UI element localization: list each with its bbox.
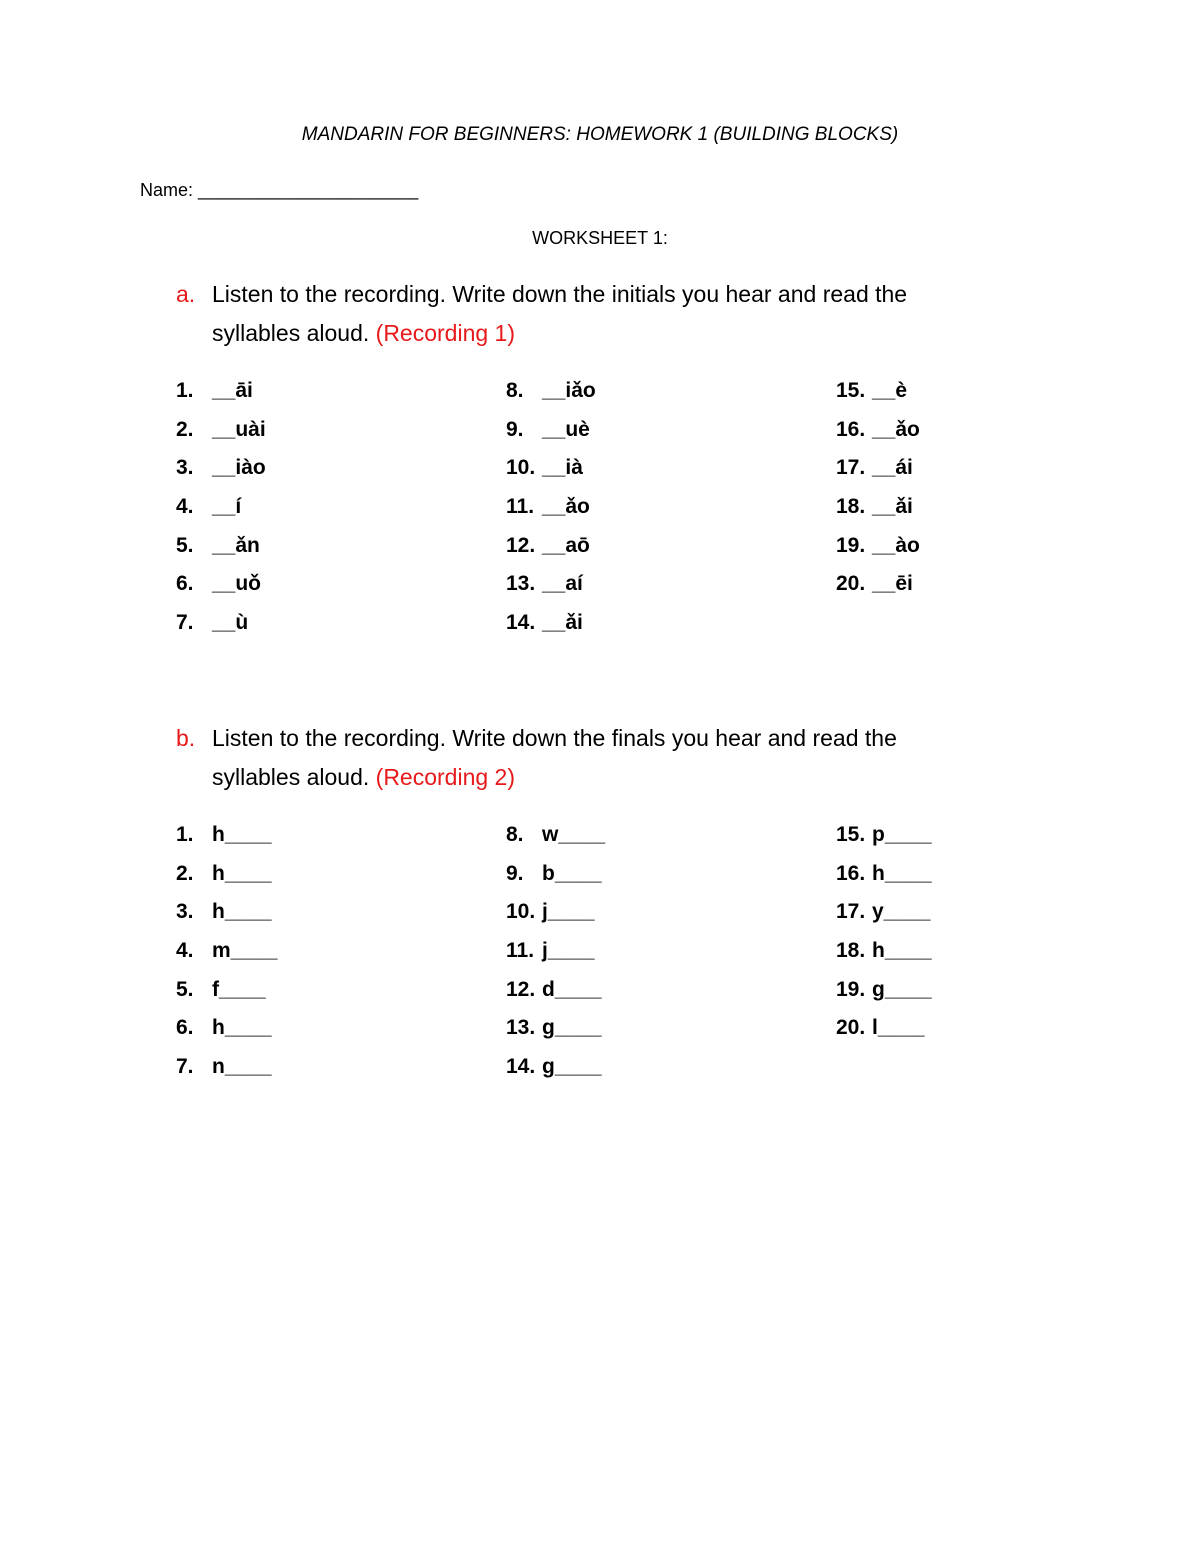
item-number: 2. <box>176 417 194 441</box>
item-blank: __iǎo <box>542 379 596 402</box>
item-number: 11. <box>506 939 535 963</box>
list-item <box>506 488 596 527</box>
item-blank: __uài <box>212 417 266 441</box>
list-item <box>176 604 266 643</box>
section-b-column-1 <box>176 816 277 1087</box>
item-number: 14. <box>506 1055 536 1079</box>
list-item <box>836 449 920 488</box>
item-blank: __ào <box>872 533 920 557</box>
section-a-column-3 <box>836 372 920 604</box>
list-item <box>176 816 277 855</box>
item-blank: __ǎn <box>212 533 260 557</box>
section-a-column-1 <box>176 372 266 643</box>
item-blank: m____ <box>212 939 278 963</box>
item-number: 5. <box>176 977 194 1001</box>
item-blank: w____ <box>542 823 606 846</box>
item-number: 20. <box>836 1016 866 1040</box>
list-item <box>176 1048 277 1087</box>
item-blank: __ù <box>212 611 249 635</box>
item-blank: g____ <box>872 977 932 1001</box>
item-blank: p____ <box>872 823 932 846</box>
item-blank: h____ <box>212 861 272 885</box>
item-blank: b____ <box>542 861 602 885</box>
item-blank: __iào <box>212 456 266 480</box>
list-item <box>836 855 932 894</box>
section-b-instruction <box>176 719 1036 797</box>
item-blank: __ǎi <box>542 611 583 635</box>
list-item <box>176 527 266 566</box>
item-blank: h____ <box>872 939 932 963</box>
item-number: 11. <box>506 495 535 519</box>
item-blank: j____ <box>542 900 595 924</box>
item-number: 13. <box>506 1016 536 1040</box>
item-number: 9. <box>506 417 524 441</box>
list-item <box>836 411 920 450</box>
section-b-column-3 <box>836 816 932 1048</box>
item-blank: __ǎo <box>542 495 590 519</box>
item-blank: __í <box>212 495 242 519</box>
item-number: 19. <box>836 533 866 557</box>
list-item <box>176 449 266 488</box>
item-blank: d____ <box>542 977 602 1001</box>
list-item <box>506 372 596 411</box>
item-number: 18. <box>836 495 866 519</box>
list-item <box>176 411 266 450</box>
item-blank: y____ <box>872 900 931 924</box>
section-a-line1: Listen to the recording. Write down the initials you hear and read the <box>212 281 908 307</box>
item-blank: __aí <box>542 572 583 596</box>
item-number: 14. <box>506 611 536 635</box>
item-number: 4. <box>176 495 194 519</box>
list-item <box>836 971 932 1010</box>
worksheet-title: WORKSHEET 1: <box>532 228 668 248</box>
item-number: 12. <box>506 533 536 557</box>
list-item <box>176 1009 277 1048</box>
list-item <box>506 565 596 604</box>
item-number: 17. <box>836 456 866 480</box>
item-number: 3. <box>176 900 194 924</box>
item-blank: h____ <box>212 900 272 924</box>
item-blank: __ēi <box>872 572 913 596</box>
list-item <box>506 604 596 643</box>
item-blank: __uè <box>542 417 590 441</box>
list-item <box>836 893 932 932</box>
item-number: 8. <box>506 823 524 846</box>
item-number: 3. <box>176 456 194 480</box>
item-number: 15. <box>836 379 866 402</box>
section-a-line2: syllables aloud. <box>212 320 376 346</box>
item-number: 16. <box>836 861 866 885</box>
item-number: 2. <box>176 861 194 885</box>
item-number: 16. <box>836 417 866 441</box>
item-number: 7. <box>176 611 194 635</box>
item-blank: f____ <box>212 977 266 1001</box>
section-a-marker: a. <box>176 281 196 307</box>
list-item <box>506 971 605 1010</box>
list-item <box>506 893 605 932</box>
item-blank: __uǒ <box>212 572 262 596</box>
list-item <box>176 488 266 527</box>
section-b-marker: b. <box>176 725 196 751</box>
list-item <box>176 565 266 604</box>
item-number: 1. <box>176 823 194 846</box>
item-blank: __ái <box>872 456 913 480</box>
list-item <box>836 932 932 971</box>
item-number: 10. <box>506 456 536 480</box>
list-item <box>506 816 605 855</box>
item-number: 20. <box>836 572 866 596</box>
item-number: 4. <box>176 939 194 963</box>
item-number: 18. <box>836 939 866 963</box>
item-blank: g____ <box>542 1016 602 1040</box>
list-item <box>506 1009 605 1048</box>
section-b-line2: syllables aloud. <box>212 764 376 790</box>
item-blank: __aō <box>542 533 590 557</box>
name-field-label: Name: ______________________ <box>140 180 419 200</box>
list-item <box>836 565 920 604</box>
list-item <box>506 449 596 488</box>
item-blank: g____ <box>542 1055 602 1079</box>
section-a-column-2 <box>506 372 596 643</box>
item-blank: n____ <box>212 1055 272 1079</box>
item-blank: l____ <box>872 1016 925 1040</box>
list-item <box>506 932 605 971</box>
item-blank: __āi <box>212 379 253 402</box>
list-item <box>836 527 920 566</box>
item-number: 6. <box>176 572 194 596</box>
list-item <box>176 372 266 411</box>
list-item <box>176 971 277 1010</box>
list-item <box>836 372 920 411</box>
item-number: 6. <box>176 1016 194 1040</box>
item-number: 15. <box>836 823 866 846</box>
item-number: 19. <box>836 977 866 1001</box>
list-item <box>506 855 605 894</box>
list-item <box>506 411 596 450</box>
item-number: 10. <box>506 900 536 924</box>
document-title: MANDARIN FOR BEGINNERS: HOMEWORK 1 (BUILDING BLOCKS) <box>301 124 899 145</box>
list-item <box>176 893 277 932</box>
item-blank: h____ <box>212 1016 272 1040</box>
item-number: 17. <box>836 900 866 924</box>
item-blank: __ià <box>542 456 583 480</box>
section-a-instruction <box>176 275 1036 353</box>
item-number: 1. <box>176 379 194 402</box>
list-item <box>176 932 277 971</box>
list-item <box>506 527 596 566</box>
list-item <box>836 816 932 855</box>
item-number: 5. <box>176 533 194 557</box>
recording-2-label: (Recording 2) <box>375 764 515 790</box>
item-blank: __è <box>872 379 908 402</box>
item-blank: h____ <box>872 861 932 885</box>
list-item <box>836 488 920 527</box>
item-number: 12. <box>506 977 536 1001</box>
item-number: 7. <box>176 1055 194 1079</box>
item-blank: j____ <box>542 939 595 963</box>
section-b-column-2 <box>506 816 605 1087</box>
item-number: 9. <box>506 861 524 885</box>
item-number: 13. <box>506 572 536 596</box>
item-blank: __ǎi <box>872 495 913 519</box>
section-b-line1: Listen to the recording. Write down the finals you hear and read the <box>212 725 897 751</box>
list-item <box>836 1009 932 1048</box>
recording-1-label: (Recording 1) <box>375 320 515 346</box>
list-item <box>506 1048 605 1087</box>
item-number: 8. <box>506 379 524 402</box>
list-item <box>176 855 277 894</box>
item-blank: h____ <box>212 823 272 846</box>
item-blank: __ǎo <box>872 417 920 441</box>
